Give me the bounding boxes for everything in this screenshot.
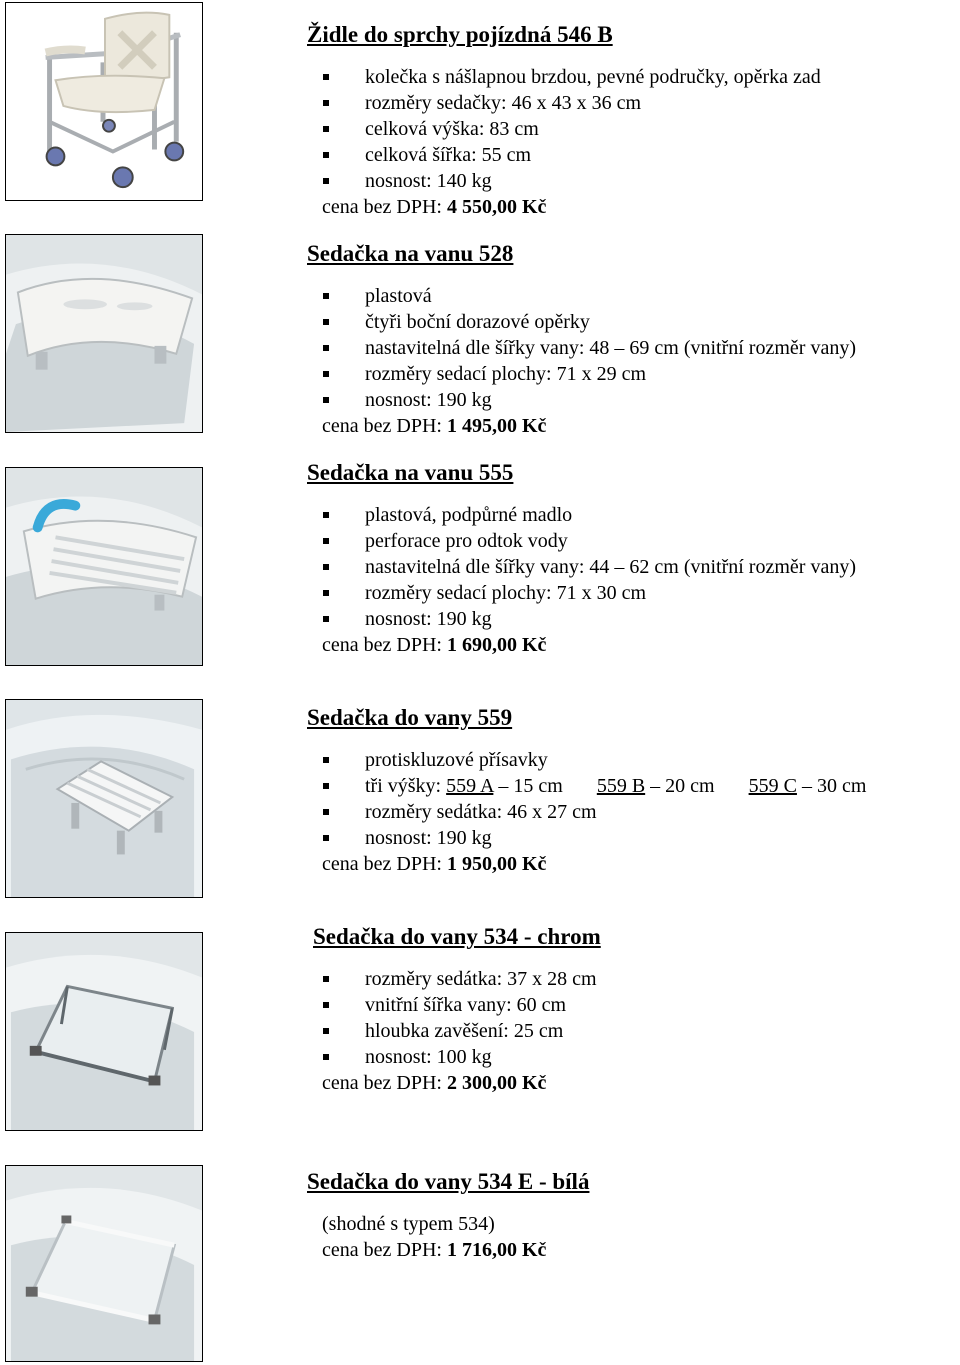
- feature-text: nosnost: 140 kg: [365, 170, 492, 192]
- feature-text: nosnost: 100 kg: [365, 1046, 492, 1068]
- bullet-icon: [323, 1002, 329, 1008]
- feature-text: rozměry sedačky: 46 x 43 x 36 cm: [365, 92, 642, 114]
- bullet-icon: [323, 100, 329, 106]
- feature-item: [307, 502, 960, 528]
- feature-text: perforace pro odtok vody: [365, 530, 568, 552]
- feature-item: [307, 387, 960, 413]
- bullet-icon: [323, 590, 329, 596]
- product-photo-bath-seat-534e-white: [5, 1165, 203, 1362]
- heights-label: tři výšky:: [365, 775, 442, 797]
- price-line: [307, 1237, 960, 1263]
- price-label: cena bez DPH:: [322, 196, 442, 218]
- feature-item: [307, 528, 960, 554]
- height-model-c: 559 C: [748, 775, 797, 797]
- price-value: 4 550,00 Kč: [446, 196, 547, 218]
- feature-text: celková šířka: 55 cm: [365, 144, 532, 166]
- product-title: Židle do sprchy pojízdná 546 B: [307, 22, 613, 47]
- product-photo-bath-board-528: [5, 234, 203, 433]
- bullet-icon: [323, 126, 329, 132]
- product-photo-bath-seat-559: [5, 699, 203, 898]
- price-line: [307, 1070, 960, 1096]
- feature-item-heights: [307, 773, 960, 799]
- bullet-icon: [323, 538, 329, 544]
- feature-item: [307, 361, 960, 387]
- bullet-icon: [323, 74, 329, 80]
- bullet-icon: [323, 319, 329, 325]
- feature-text: plastová, podpůrné madlo: [365, 504, 573, 526]
- height-model-b: 559 B: [596, 775, 646, 797]
- feature-text: nastavitelná dle šířky vany: 48 – 69 cm (vnitřní rozměr vany): [365, 337, 856, 359]
- bullet-icon: [323, 293, 329, 299]
- price-label: cena bez DPH:: [322, 1072, 442, 1094]
- product-528: [307, 241, 960, 439]
- bullet-icon: [323, 809, 329, 815]
- product-title: Sedačka do vany 534 - chrom: [313, 924, 601, 949]
- bullet-icon: [323, 783, 329, 789]
- feature-text: hloubka zavěšení: 25 cm: [365, 1020, 564, 1042]
- feature-list: [307, 966, 960, 1070]
- price-value: 1 950,00 Kč: [446, 853, 547, 875]
- feature-item: [307, 116, 960, 142]
- feature-item: [307, 335, 960, 361]
- bullet-icon: [323, 345, 329, 351]
- bullet-icon: [323, 512, 329, 518]
- product-555: [307, 460, 960, 658]
- feature-item: [307, 309, 960, 335]
- bullet-icon: [323, 397, 329, 403]
- bullet-icon: [323, 1054, 329, 1060]
- product-559: [307, 705, 960, 877]
- feature-list: [307, 283, 960, 413]
- feature-item: [307, 1018, 960, 1044]
- feature-item: [307, 799, 960, 825]
- feature-text: nosnost: 190 kg: [365, 608, 492, 630]
- bullet-icon: [323, 1028, 329, 1034]
- bullet-icon: [323, 976, 329, 982]
- price-value: 1 495,00 Kč: [446, 415, 547, 437]
- product-photo-bath-seat-534-chrome: [5, 932, 203, 1131]
- price-label: cena bez DPH:: [322, 634, 442, 656]
- feature-text: vnitřní šířka vany: 60 cm: [365, 994, 567, 1016]
- feature-item: [307, 554, 960, 580]
- bath-seat-534-chrome-image: [6, 933, 202, 1130]
- feature-text: nastavitelná dle šířky vany: 44 – 62 cm (vnitřní rozměr vany): [365, 556, 856, 578]
- price-label: cena bez DPH:: [322, 853, 442, 875]
- price-value: 2 300,00 Kč: [446, 1072, 547, 1094]
- feature-text: plastová: [365, 285, 432, 307]
- feature-text: rozměry sedací plochy: 71 x 30 cm: [365, 582, 647, 604]
- feature-item: [307, 1044, 960, 1070]
- bullet-icon: [323, 371, 329, 377]
- price-label: cena bez DPH:: [322, 1239, 442, 1261]
- price-line: [307, 632, 960, 658]
- product-534-chrome: [307, 924, 960, 1096]
- feature-text: celková výška: 83 cm: [365, 118, 539, 140]
- bullet-icon: [323, 564, 329, 570]
- feature-item: [307, 825, 960, 851]
- feature-text: nosnost: 190 kg: [365, 827, 492, 849]
- feature-list: [307, 747, 960, 851]
- feature-text: nosnost: 190 kg: [365, 389, 492, 411]
- feature-list: [307, 64, 960, 194]
- product-534e-white: [307, 1169, 960, 1263]
- bath-seat-534e-white-image: [6, 1166, 202, 1361]
- price-line: [307, 413, 960, 439]
- feature-item: [307, 966, 960, 992]
- feature-item: [307, 142, 960, 168]
- feature-item: [307, 90, 960, 116]
- bullet-icon: [323, 616, 329, 622]
- bath-seat-559-image: [6, 700, 202, 897]
- feature-list: [307, 502, 960, 632]
- feature-item: [307, 168, 960, 194]
- product-title: Sedačka do vany 534 E - bílá: [307, 1169, 590, 1194]
- product-photo-shower-chair: [5, 2, 203, 201]
- bullet-icon: [323, 757, 329, 763]
- height-value-c: – 30 cm: [801, 775, 867, 797]
- product-title: Sedačka na vanu 528: [307, 241, 514, 266]
- feature-item: [307, 747, 960, 773]
- product-title: Sedačka do vany 559: [307, 705, 513, 730]
- height-value-b: – 20 cm: [650, 775, 715, 797]
- feature-text: rozměry sedací plochy: 71 x 29 cm: [365, 363, 647, 385]
- height-value-a: – 15 cm: [498, 775, 563, 797]
- price-value: 1 690,00 Kč: [446, 634, 547, 656]
- feature-item: [307, 580, 960, 606]
- feature-text: kolečka s nášlapnou brzdou, pevné područky, opěrka zad: [365, 66, 821, 88]
- bullet-icon: [323, 835, 329, 841]
- feature-text: rozměry sedátka: 46 x 27 cm: [365, 801, 597, 823]
- product-title: Sedačka na vanu 555: [307, 460, 514, 485]
- product-photo-bath-board-555: [5, 467, 203, 666]
- feature-item: [307, 283, 960, 309]
- feature-text: rozměry sedátka: 37 x 28 cm: [365, 968, 597, 990]
- price-label: cena bez DPH:: [322, 415, 442, 437]
- feature-item: [307, 64, 960, 90]
- price-value: 1 716,00 Kč: [446, 1239, 547, 1261]
- price-line: [307, 851, 960, 877]
- bath-board-555-image: [6, 468, 202, 665]
- product-546b: [307, 22, 960, 220]
- shower-chair-image: [6, 3, 202, 200]
- bullet-icon: [323, 178, 329, 184]
- feature-text: čtyři boční dorazové opěrky: [365, 311, 590, 333]
- feature-text: protiskluzové přísavky: [365, 749, 548, 771]
- product-note: (shodné s typem 534): [322, 1213, 495, 1235]
- height-model-a: 559 A: [446, 775, 494, 797]
- bullet-icon: [323, 152, 329, 158]
- price-line: [307, 194, 960, 220]
- feature-item: [307, 992, 960, 1018]
- bath-board-528-image: [6, 235, 202, 432]
- feature-item: [307, 606, 960, 632]
